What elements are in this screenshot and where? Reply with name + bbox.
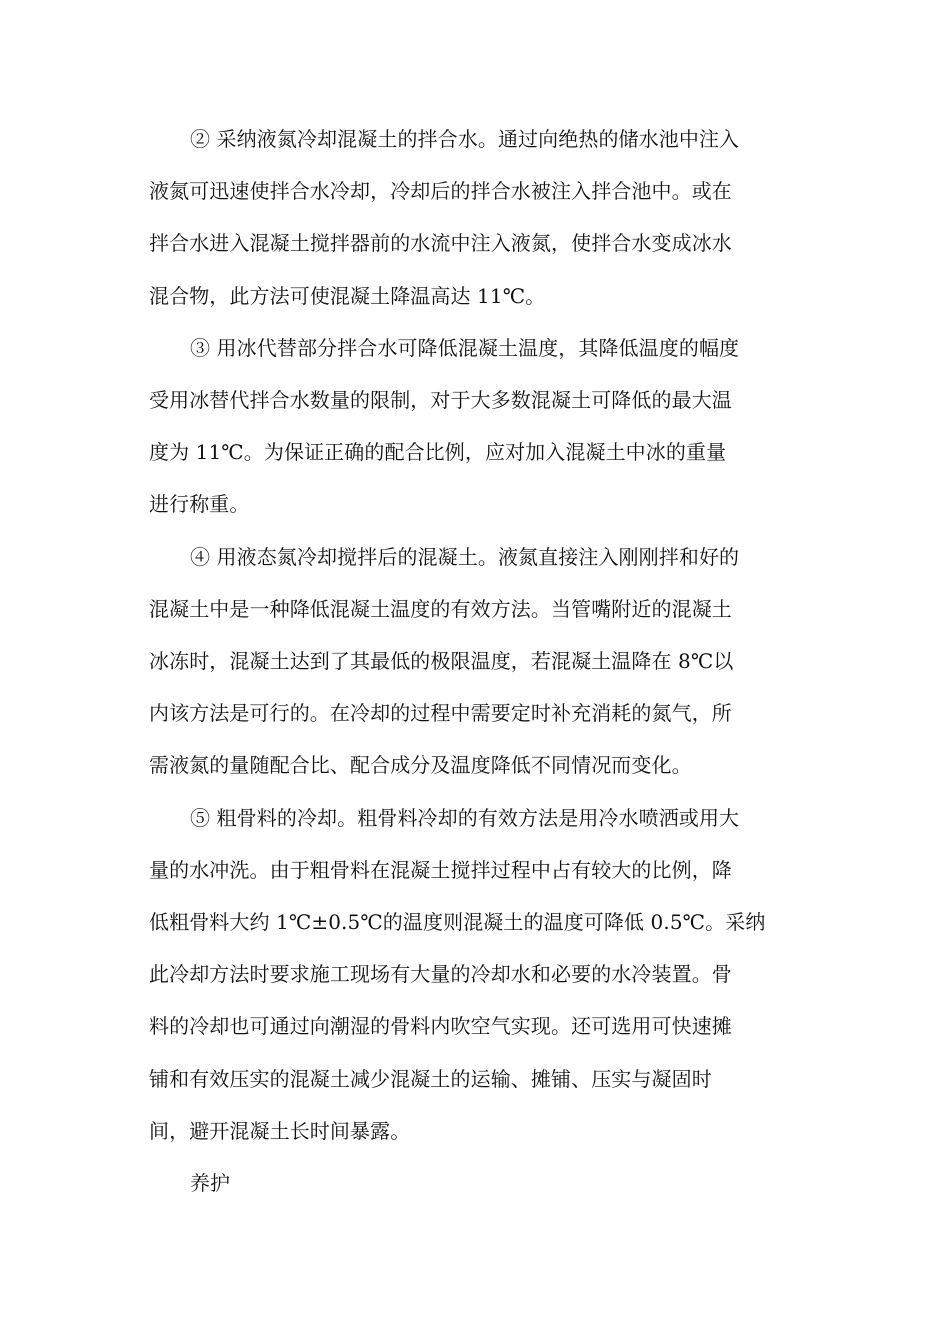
text-line: 冰冻时，混凝土达到了其最低的极限温度，若混凝土温降在 8℃以 xyxy=(149,649,734,674)
text-line: 量的水冲洗。由于粗骨料在混凝土搅拌过程中占有较大的比例，降 xyxy=(149,857,732,882)
paragraph-ice-replacement xyxy=(149,322,804,531)
text-line: 低粗骨料大约 1℃±0.5℃的温度则混凝土的温度可降低 0.5℃。采纳 xyxy=(149,910,766,935)
text-line: 液氮可迅速使拌合水冷却，冷却后的拌合水被注入拌合池中。或在 xyxy=(149,179,732,204)
section-heading-curing: 养护 xyxy=(190,1171,230,1196)
text-line: 受用冰替代拌合水数量的限制，对于大多数混凝土可降低的最大温 xyxy=(149,388,732,413)
text-line: 间，避开混凝土长时间暴露。 xyxy=(149,1118,411,1143)
text-line: ② 采纳液氮冷却混凝土的拌合水。通过向绝热的储水池中注入 xyxy=(190,127,740,151)
text-line: 此冷却方法时要求施工现场有大量的冷却水和必要的水冷装置。骨 xyxy=(149,962,732,987)
text-line: 需液氮的量随配合比、配合成分及温度降低不同情况而变化。 xyxy=(149,753,692,778)
paragraph-liquid-nitrogen-mixed-concrete xyxy=(149,531,804,792)
document-body xyxy=(149,113,804,1209)
text-line: 混凝土中是一种降低混凝土温度的有效方法。当管嘴附近的混凝土 xyxy=(149,596,732,621)
text-line: 混合物，此方法可使混凝土降温高达 11℃。 xyxy=(149,283,546,308)
text-line: ④ 用液态氮冷却搅拌后的混凝土。液氮直接注入刚刚拌和好的 xyxy=(190,544,740,569)
text-line: 料的冷却也可通过向潮湿的骨料内吹空气实现。还可选用可快速摊 xyxy=(149,1014,732,1039)
paragraph-coarse-aggregate-cooling xyxy=(149,792,804,1157)
paragraph-liquid-nitrogen-mixing-water xyxy=(149,113,804,322)
text-line: ⑤ 粗骨料的冷却。粗骨料冷却的有效方法是用冷水喷洒或用大 xyxy=(190,805,740,830)
text-line: 进行称重。 xyxy=(149,492,250,517)
text-line: 铺和有效压实的混凝土减少混凝土的运输、摊铺、压实与凝固时 xyxy=(149,1066,712,1091)
text-line: 拌合水进入混凝土搅拌器前的水流中注入液氮，使拌合水变成冰水 xyxy=(149,231,732,256)
text-line: 内该方法是可行的。在冷却的过程中需要定时补充消耗的氮气，所 xyxy=(149,701,732,726)
text-line: 度为 11℃。为保证正确的配合比例，应对加入混凝土中冰的重量 xyxy=(149,440,727,465)
text-line: ③ 用冰代替部分拌合水可降低混凝土温度，其降低温度的幅度 xyxy=(190,335,740,360)
